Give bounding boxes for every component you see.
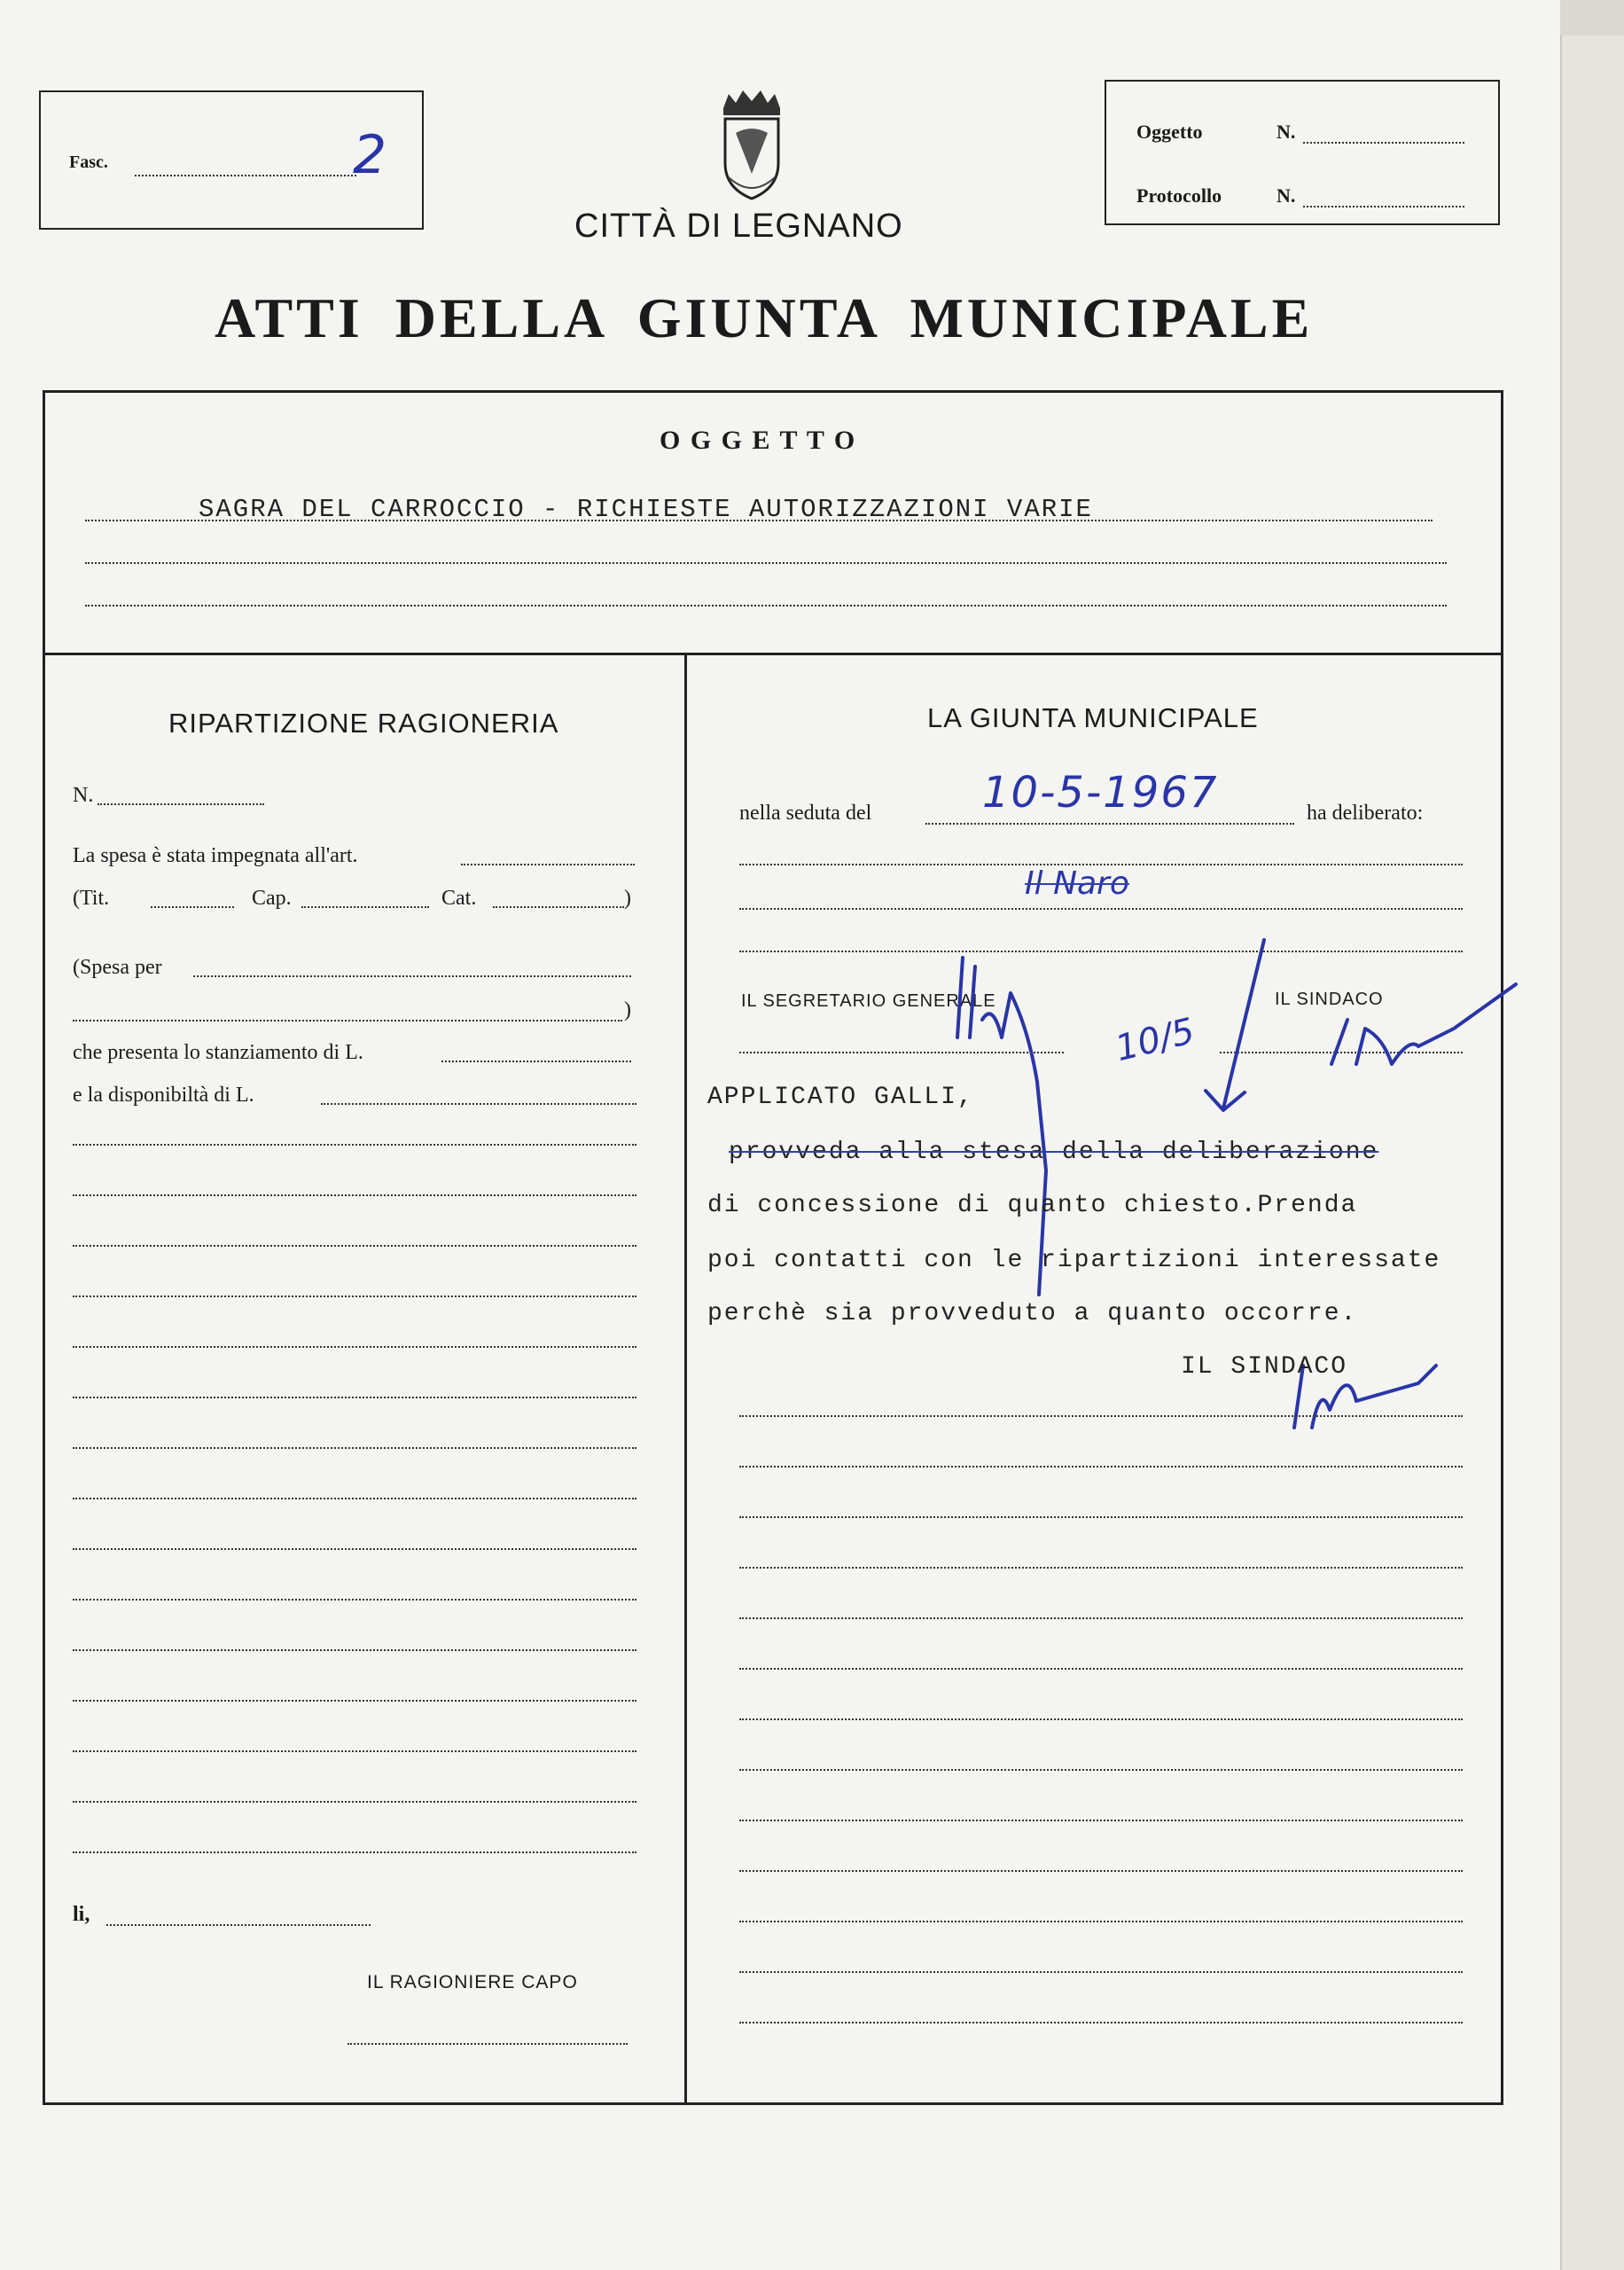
ruled-line [739, 1820, 1463, 1821]
li-label: li, [73, 1903, 90, 1926]
ruled-line [739, 1567, 1463, 1569]
spesa-per-close-paren: ) [624, 998, 631, 1022]
page-edge [1560, 35, 1624, 2270]
typed-note-line-5: perchè sia provveduto a quanto occorre. [707, 1300, 1358, 1327]
li-field [106, 1924, 371, 1926]
ruled-line [73, 1245, 636, 1247]
protocollo-number-field [1303, 206, 1464, 207]
giunta-heading: LA GIUNTA MUNICIPALE [927, 702, 1259, 733]
seduta-date-field [925, 823, 1294, 825]
spesa-art-field [461, 864, 635, 865]
ruled-line [739, 1718, 1463, 1720]
ruled-line [73, 1750, 636, 1752]
ruled-line [73, 1144, 636, 1146]
disponibilita-label: e la disponibiltà di L. [73, 1084, 254, 1107]
tit-label: (Tit. [73, 887, 110, 910]
document-title: ATTI DELLA GIUNTA MUNICIPALE [215, 286, 1314, 349]
ruled-line [73, 1498, 636, 1499]
sindaco-label: IL SINDACO [1275, 990, 1384, 1009]
typed-note-line-1: APPLICATO GALLI, [707, 1084, 974, 1111]
segretario-label: IL SEGRETARIO GENERALE [741, 991, 996, 1011]
protocollo-label: Protocollo [1136, 184, 1222, 207]
deliberato-label: ha deliberato: [1307, 802, 1424, 825]
struck-handwriting: Il Naro [1025, 865, 1129, 902]
fasc-label: Fasc. [69, 153, 108, 172]
spesa-per-field-2 [73, 1020, 622, 1022]
ruled-line [739, 1516, 1463, 1518]
ruled-line [73, 1447, 636, 1449]
handwritten-signatures [940, 904, 1525, 1472]
typed-note-line-4: poi contatti con le ripartizioni interessate [707, 1247, 1441, 1274]
typed-note-line-2: provveda alla stesa della deliberazione [729, 1139, 1379, 1166]
subject-heading: O G G E T T O [660, 426, 857, 455]
protocollo-n-label: N. [1277, 184, 1296, 207]
ruled-line [739, 1769, 1463, 1771]
ruled-line [739, 1921, 1463, 1922]
ruled-line [73, 1599, 636, 1601]
oggetto-label: Oggetto [1136, 121, 1203, 143]
city-name: CITTÀ DI LEGNANO [574, 207, 903, 245]
ruled-line [73, 1397, 636, 1398]
stanziamento-label: che presenta lo stanziamento di L. [73, 1041, 363, 1064]
spesa-per-label: (Spesa per [73, 956, 162, 979]
ragioneria-heading: RIPARTIZIONE RAGIONERIA [168, 708, 559, 739]
margin-date-note: 10/5 [1111, 1010, 1199, 1070]
seduta-date: 10-5-1967 [982, 768, 1219, 818]
ragioneria-n-label: N. [73, 784, 94, 807]
ruled-line [73, 1801, 636, 1803]
ruled-line [739, 1466, 1463, 1468]
subject-text: SAGRA DEL CARROCCIO - RICHIESTE AUTORIZZAZIONI VARIE [199, 495, 1093, 524]
subject-line-2 [85, 562, 1447, 564]
ruled-line [739, 1971, 1463, 1973]
cat-label: Cat. [441, 887, 477, 910]
tit-field [151, 906, 234, 908]
ruled-line [739, 1668, 1463, 1670]
cap-label: Cap. [252, 887, 292, 910]
ruled-line [73, 1700, 636, 1702]
fasc-dots [135, 175, 356, 176]
fasc-value: 2 [353, 124, 387, 186]
subject-divider [43, 653, 1503, 655]
oggetto-n-label: N. [1277, 121, 1296, 143]
ruled-line [73, 1194, 636, 1196]
cap-field [301, 906, 429, 908]
ruled-line [73, 1851, 636, 1853]
stanziamento-field [441, 1061, 631, 1062]
seduta-label: nella seduta del [739, 802, 872, 825]
ruled-line [739, 1415, 1463, 1417]
subject-line-3 [85, 605, 1447, 607]
cat-field [493, 906, 624, 908]
ruled-line [739, 2022, 1463, 2023]
subject-line-1 [85, 520, 1433, 521]
spesa-per-field [193, 975, 631, 977]
spesa-art-label: La spesa è stata impegnata all'art. [73, 844, 358, 867]
typed-signer: IL SINDACO [1181, 1353, 1348, 1381]
ragioniere-signature-field [347, 2043, 628, 2045]
typed-note-line-3: di concessione di quanto chiesto.Prenda [707, 1192, 1358, 1219]
disponibilita-field [321, 1103, 636, 1105]
ruled-line [73, 1649, 636, 1651]
ragioneria-n-field [98, 803, 264, 805]
ragioniere-signer-label: IL RAGIONIERE CAPO [367, 1972, 578, 1992]
city-coat-of-arms [716, 89, 787, 202]
ruled-line [73, 1295, 636, 1297]
ruled-line [739, 1617, 1463, 1619]
ruled-line [73, 1548, 636, 1550]
column-divider [684, 653, 687, 2105]
ruled-line [739, 1870, 1463, 1872]
tit-close-paren: ) [624, 887, 631, 910]
oggetto-number-field [1303, 142, 1464, 144]
ruled-line [73, 1346, 636, 1348]
